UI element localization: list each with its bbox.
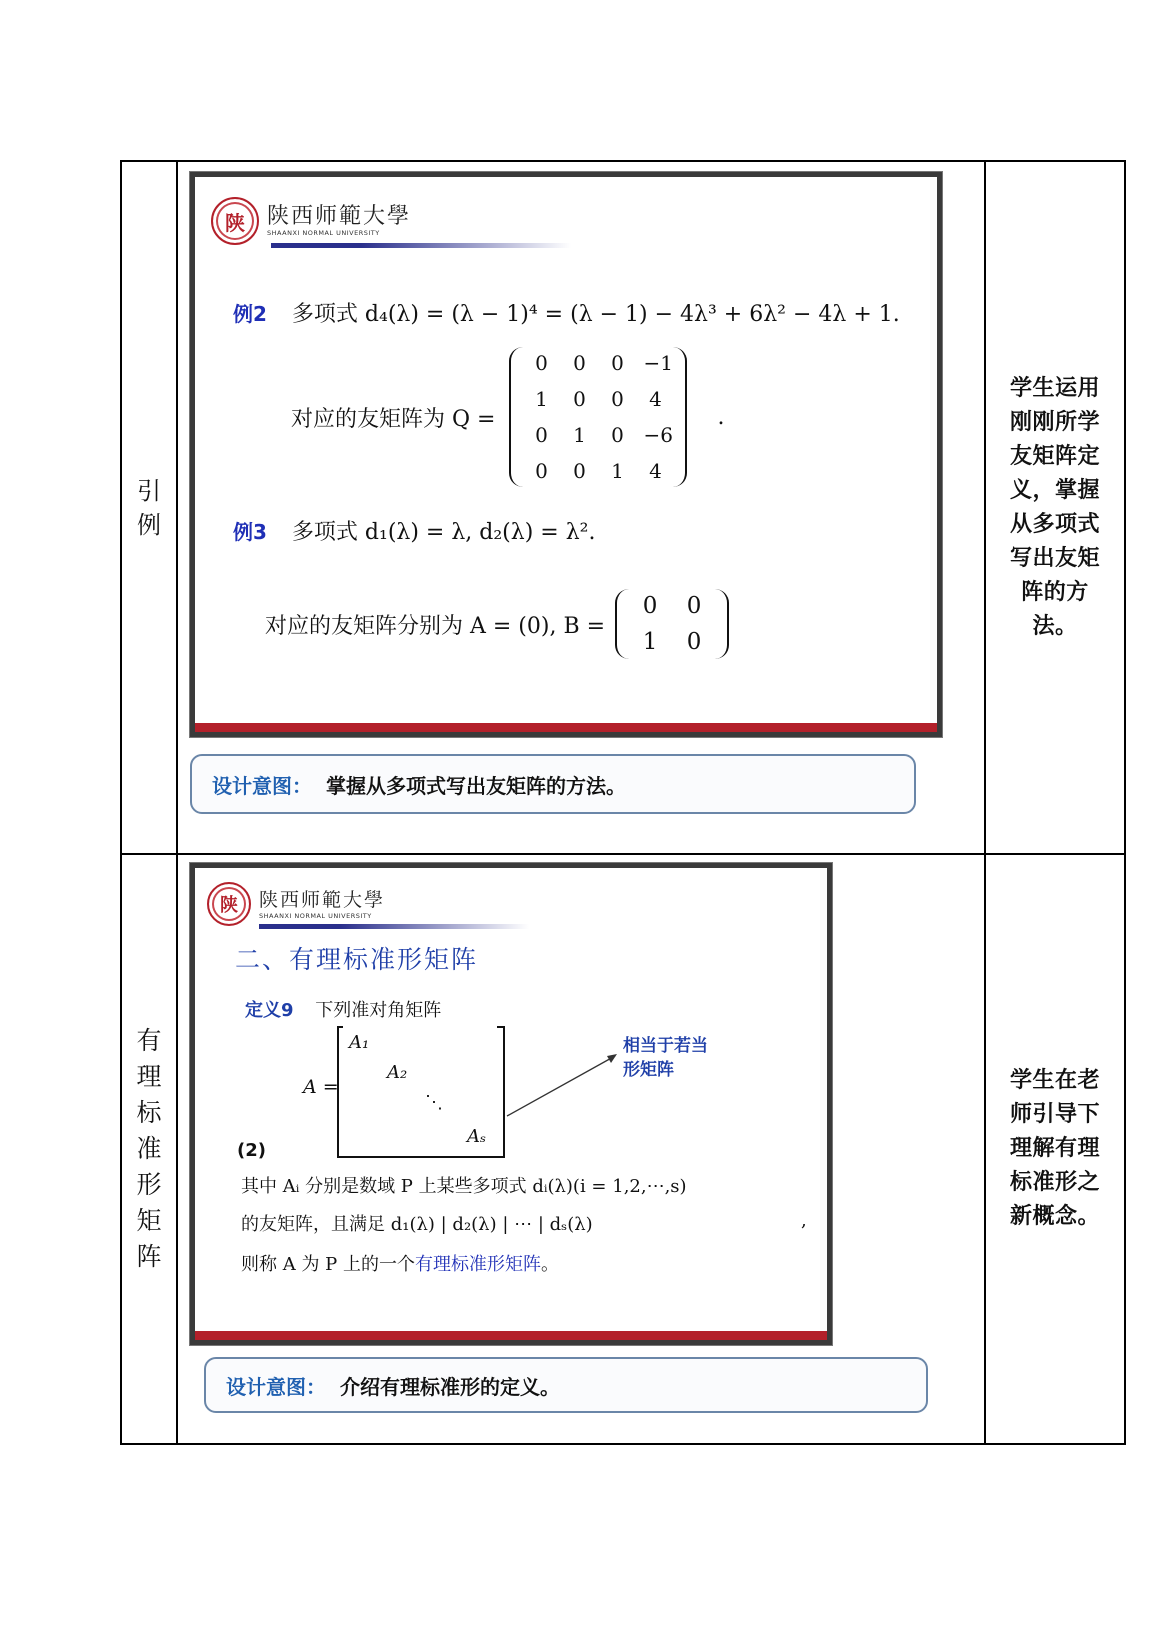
logo-underline [259,924,529,929]
example-text: 多项式 d₁(λ) = λ, d₂(λ) = λ². [291,520,596,545]
definition-line: 其中 Aᵢ 分别是数域 P 上某些多项式 dᵢ(λ)(i = 1,2,⋯,s) [241,1176,687,1197]
arrow-note: 相当于若当形矩阵 [623,1036,708,1080]
logo-name-cn: 陕西师範大學 [267,204,412,229]
table-row [121,161,1125,854]
slide-footer-bar [195,723,937,732]
example-text: 多项式 d₄(λ) = (λ − 1)⁴ = (λ − 1) − 4λ³ + 6λ² − 4λ + 1. [291,302,900,327]
matrix-prefix: 对应的友矩阵为 Q = [291,406,496,432]
design-intent-box [190,754,916,814]
intent-value: 介绍有理标准形的定义。 [340,1374,560,1399]
diag-entry: ⋱ [425,1092,443,1113]
logo-underline [271,243,571,248]
table-row [121,854,1125,1444]
block-diagonal-matrix [337,1026,505,1158]
definition-text: 下列准对角矩阵 [315,1000,442,1021]
slide-footer-bar [195,1331,827,1340]
trailing-comma: , [801,1210,807,1231]
intent-key: 设计意图： [226,1374,326,1399]
definition-line: 的友矩阵，且满足 d₁(λ) | d₂(λ) | ⋯ | dₛ(λ) [241,1214,593,1235]
companion-matrix-q: 对应的友矩阵为 Q = 0 0 0 −1 1 0 0 4 0 1 0 −6 0 0 1 4 . [291,347,724,487]
example-label: 例3 [233,520,267,544]
student-note-cell [985,854,1125,1444]
example-label: 例2 [233,302,267,326]
example-3-line [233,515,595,546]
equation-number: (2) [237,1140,266,1161]
row-label: 引例 [137,476,161,539]
logo-name-en: SHAANXI NORMAL UNIVERSITY [259,912,372,920]
arrow-icon [505,1048,625,1128]
matrix-prefix: 对应的友矩阵分别为 A = (0), B = [265,613,606,639]
seal-icon: 陕 [211,197,259,245]
intent-key: 设计意图： [212,773,312,798]
student-note: 学生运用刚刚所学友矩阵定义，掌握从多项式写出友矩阵的方法。 [1009,375,1100,639]
logo-name-cn: 陕西师範大學 [259,889,386,911]
definition-line: 则称 A 为 P 上的一个有理标准形矩阵。 [241,1254,559,1275]
definition-label: 定义9 [245,1000,294,1021]
student-note-cell [985,161,1125,854]
companion-matrix-b [265,589,729,659]
definition-line [245,996,441,1022]
diag-entry: A₂ [387,1062,408,1083]
intent-value: 掌握从多项式写出友矩阵的方法。 [326,773,626,798]
lecture-slide [190,172,942,737]
matrix-q: 0 0 0 −1 1 0 0 4 0 1 0 −6 0 0 1 4 [509,347,687,487]
university-logo [207,882,385,926]
university-logo [211,197,411,245]
row-label-cell [121,854,177,1444]
design-intent-box [204,1357,928,1413]
row-label-cell [121,161,177,854]
matrix-prefix: A = [303,1076,339,1098]
lesson-table [120,160,1126,1445]
lecture-slide [190,863,832,1345]
slide-title: 二、有理标准形矩阵 [235,945,479,974]
matrix-b: 0 0 1 0 [615,589,729,659]
diag-entry: A₁ [349,1032,370,1053]
seal-icon: 陕 [207,882,251,926]
content-cell [177,161,985,854]
row-label: 有理标准形矩阵 [136,1026,162,1271]
highlight-term: 有理标准形矩阵 [415,1254,541,1275]
content-cell [177,854,985,1444]
student-note: 学生在老师引导下理解有理标准形之新概念。 [1009,1068,1100,1229]
logo-name-en: SHAANXI NORMAL UNIVERSITY [267,229,380,237]
diag-entry: Aₛ [467,1126,487,1147]
example-2-line [233,297,900,328]
